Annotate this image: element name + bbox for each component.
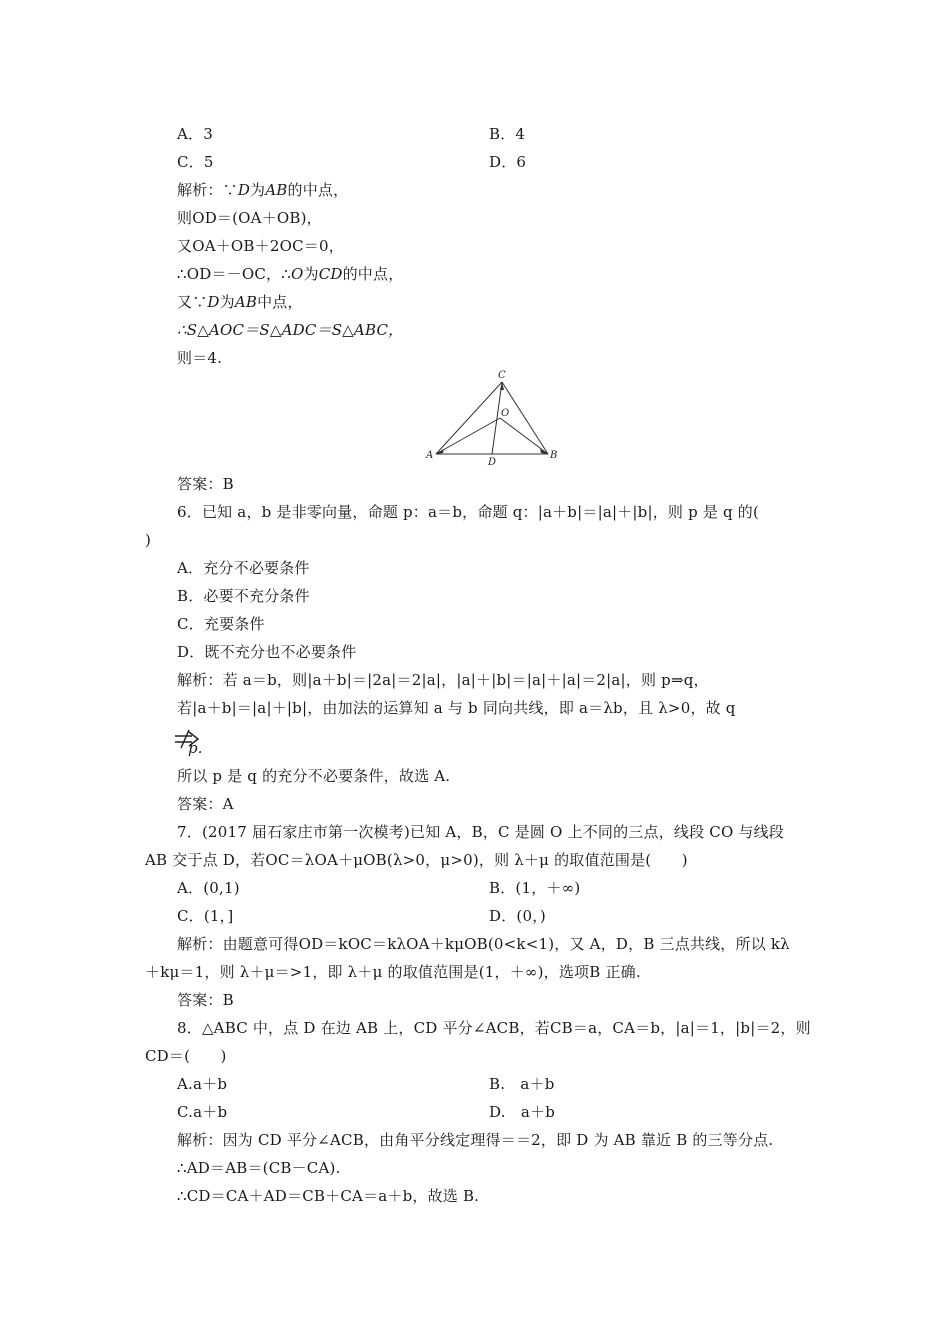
q8-option-b: B. a＋b [489, 1075, 555, 1093]
q6-solution-line-3: p. [188, 739, 203, 757]
q8-stem-line-2: CD＝( ) [145, 1047, 227, 1065]
q7-option-a: A．(0,1) [177, 879, 240, 897]
q6-solution-line-2: 若|a＋b|＝|a|＋|b|，由加法的运算知 a 与 b 同向共线，即 a＝λb，且 λ>0，故 q [177, 699, 736, 717]
segment-ob [500, 418, 548, 454]
q8-option-d: D. a＋b [489, 1103, 556, 1121]
q6-option-d: D．既不充分也不必要条件 [177, 643, 357, 661]
q6-stem-line-2: ) [145, 531, 152, 549]
q8-solution-line-3: ∴CD＝CA＋AD＝CB＋CA＝a＋b，故选 B. [177, 1187, 480, 1205]
q5-answer: 答案：B [177, 475, 234, 493]
q5-solution-line-1: 解析：∵D为AB的中点， [177, 181, 349, 199]
q5-option-a: A．3 [177, 125, 213, 143]
label-b: B [550, 450, 558, 461]
q8-solution-line-1: 解析：因为 CD 平分∠ACB，由角平分线定理得＝＝2，即 D 为 AB 靠近 B 的三等分点. [177, 1131, 774, 1149]
q5-solution-line-3: 又OA＋OB＋2OC＝0， [177, 237, 344, 255]
q7-option-d: D．(0，) [489, 907, 546, 925]
q7-stem-line-1: 7．(2017 届石家庄市第一次模考)已知 A，B，C 是圆 O 上不同的三点，线段 CO 与线段 [177, 823, 785, 841]
q8-option-c: C.a＋b [177, 1103, 228, 1121]
q7-answer: 答案：B [177, 991, 234, 1009]
q6-option-b: B．必要不充分条件 [177, 587, 310, 605]
q6-solution-line-4: 所以 p 是 q 的充分不必要条件，故选 A. [177, 767, 451, 785]
label-c: C [498, 370, 506, 381]
label-d: D [488, 457, 497, 466]
q5-option-d: D．6 [489, 153, 527, 171]
label-o: O [501, 408, 510, 419]
q6-option-c: C．充要条件 [177, 615, 265, 633]
q6-solution-line-1: 解析：若 a＝b，则|a＋b|＝|2a|＝2|a|，|a|＋|b|＝|a|＋|a|＝2|a|，则 p⇒q， [177, 671, 709, 689]
q5-solution-line-6: ∴S△AOC＝S△ADC＝S△ABC， [177, 321, 404, 339]
q7-option-b: B．(1，＋∞) [489, 879, 581, 897]
q6-option-a: A．充分不必要条件 [177, 559, 310, 577]
q7-stem-line-2: AB 交于点 D，若OC＝λOA＋μOB(λ>0，μ>0)，则 λ＋μ 的取值范围是( ) [145, 851, 688, 869]
q5-option-b: B．4 [489, 125, 526, 143]
segment-oa [436, 418, 500, 454]
q8-solution-line-2: ∴AD＝AB＝(CB－CA). [177, 1159, 341, 1177]
segment-ca [436, 382, 502, 454]
q5-option-c: C．5 [177, 153, 214, 171]
q6-stem-line-1: 6．已知 a，b 是非零向量，命题 p：a＝b，命题 q：|a＋b|＝|a|＋|b|，则 p 是 q 的( [177, 503, 760, 521]
q5-solution-line-7: 则＝4. [177, 349, 223, 367]
q7-solution-line-2: ＋kμ＝1，则 λ＋μ＝>1，即 λ＋μ 的取值范围是(1，＋∞)，选项B 正确. [145, 963, 641, 981]
q5-solution-line-5: 又∵D为AB中点， [177, 293, 303, 311]
q5-solution-line-4: ∴OD＝－OC，∴O为CD的中点， [177, 265, 404, 283]
q7-option-c: C．(1，] [177, 907, 234, 925]
q8-option-a: A.a＋b [177, 1075, 228, 1093]
q7-solution-line-1: 解析：由题意可得OD＝kOC＝kλOA＋kμOB(0<k<1)，又 A，D，B 三点共线，所以 kλ [177, 935, 790, 953]
q5-solution-line-2: 则OD＝(OA＋OB)， [177, 209, 322, 227]
q8-stem-line-1: 8．△ABC 中，点 D 在边 AB 上，CD 平分∠ACB，若CB＝a，CA＝b，|a|＝1，|b|＝2，则 [177, 1019, 811, 1037]
label-a: A [426, 450, 434, 461]
triangle-figure [420, 366, 570, 466]
q6-answer: 答案：A [177, 795, 234, 813]
